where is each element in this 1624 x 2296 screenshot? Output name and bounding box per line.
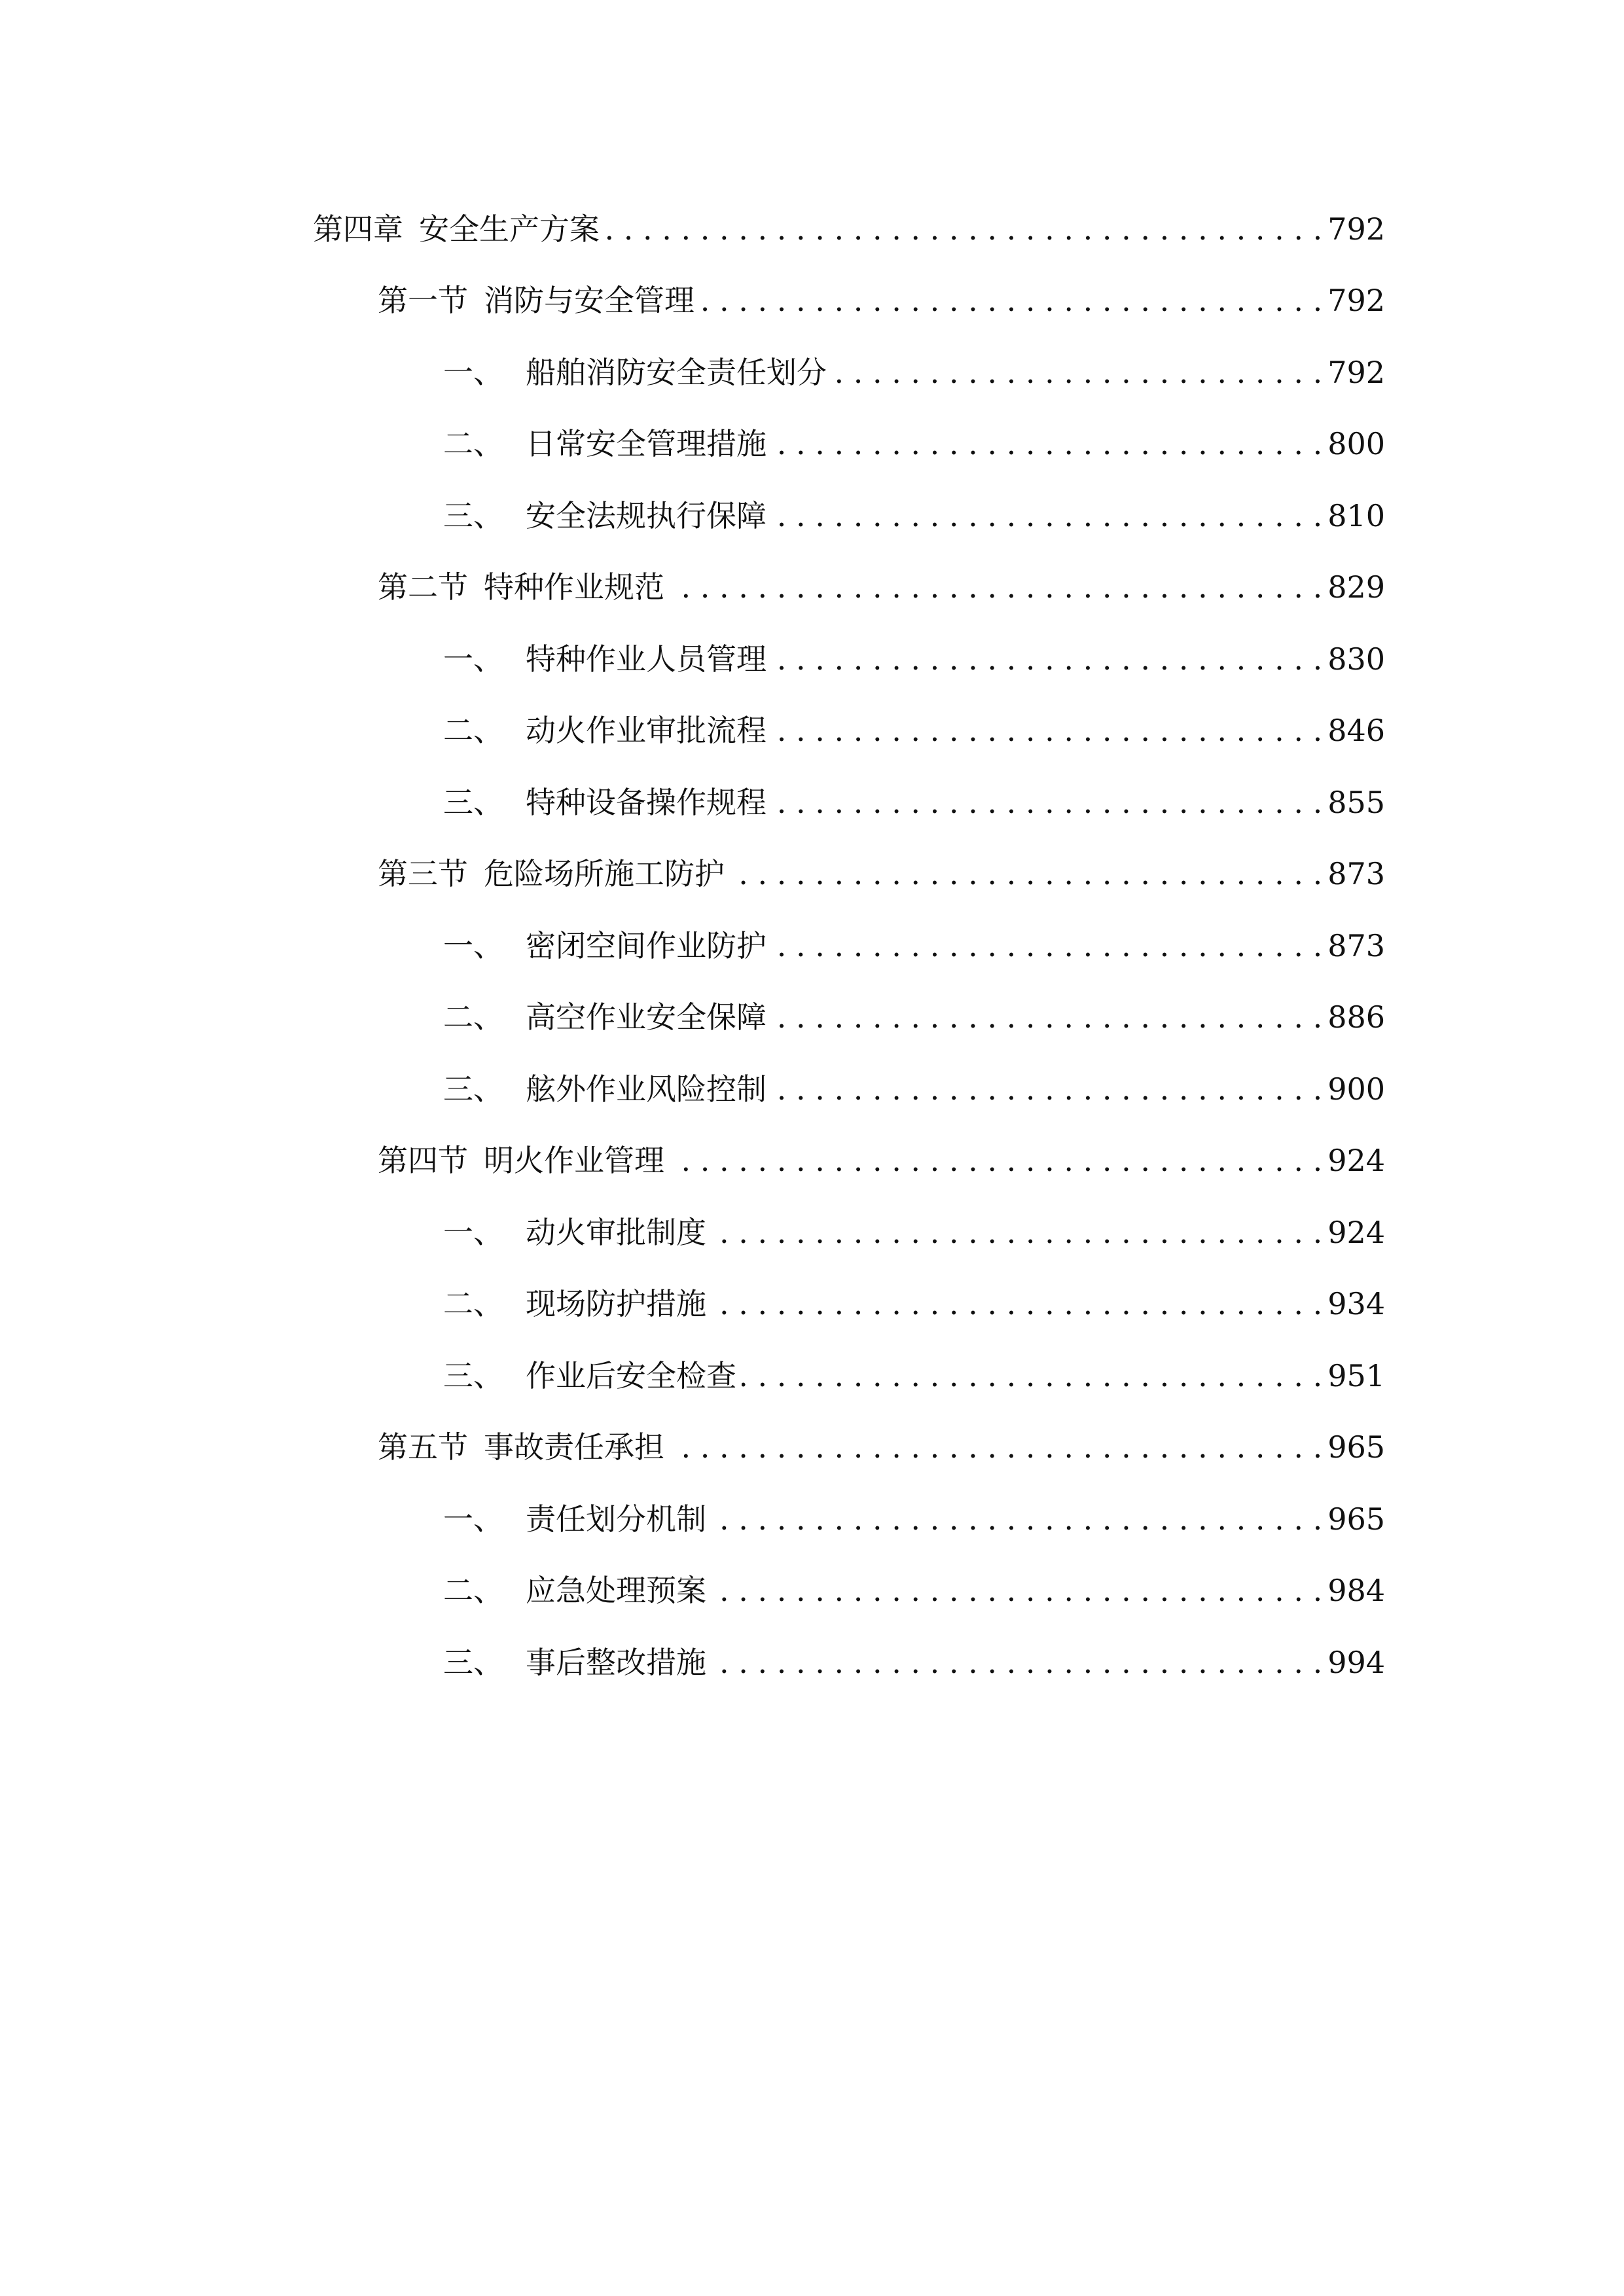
toc-entry-title: 特种作业人员管理 [526, 641, 767, 677]
toc-subsection-entry[interactable] [443, 776, 1385, 829]
toc-subsection-entry[interactable] [443, 1636, 1385, 1689]
toc-page-number: 873 [1327, 928, 1385, 963]
dot-leader [712, 1564, 1322, 1617]
toc-page-number: 873 [1327, 856, 1385, 891]
toc-entry-number: 第五节 [378, 1429, 468, 1465]
toc-page-number: 792 [1327, 283, 1385, 318]
dot-leader [700, 274, 1322, 327]
toc-section-entry[interactable] [378, 1421, 1385, 1473]
toc-page-number: 846 [1327, 713, 1385, 748]
dot-leader [772, 704, 1322, 757]
toc-entry-title: 安全法规执行保障 [526, 498, 767, 533]
toc-section-entry[interactable] [378, 561, 1385, 613]
toc-page-number: 800 [1327, 426, 1385, 461]
toc-entry-number: 三、 [443, 498, 503, 533]
dot-leader [772, 633, 1322, 685]
dot-leader [772, 1063, 1322, 1115]
toc-subsection-entry[interactable] [443, 490, 1385, 542]
toc-entry-title: 舷外作业风险控制 [526, 1071, 767, 1107]
toc-page-number: 965 [1327, 1429, 1385, 1465]
toc-page-number: 951 [1327, 1358, 1385, 1393]
toc-section-entry[interactable] [378, 848, 1385, 900]
toc-page-number: 984 [1327, 1573, 1385, 1608]
toc-page-number: 900 [1327, 1071, 1385, 1107]
toc-entry-title: 责任划分机制 [526, 1501, 706, 1537]
toc-subsection-entry[interactable] [443, 1350, 1385, 1402]
toc-subsection-entry[interactable] [443, 920, 1385, 972]
toc-entry-title: 危险场所施工防护 [484, 856, 725, 891]
toc-entry-number: 一、 [443, 928, 503, 963]
toc-page-number: 792 [1327, 355, 1385, 390]
toc-entry-title: 特种作业规范 [484, 569, 664, 605]
toc-entry-title: 船舶消防安全责任划分 [526, 355, 827, 390]
toc-entry-number: 第一节 [378, 283, 468, 318]
toc-entry-title: 明火作业管理 [484, 1143, 664, 1178]
toc-entry-number: 第三节 [378, 856, 468, 891]
dot-leader [712, 1206, 1322, 1259]
dot-leader [772, 776, 1322, 829]
toc-subsection-entry[interactable] [443, 1493, 1385, 1545]
toc-entry-title: 作业后安全检查 [526, 1358, 736, 1393]
dot-leader [670, 561, 1322, 613]
toc-entry-number: 二、 [443, 426, 503, 461]
dot-leader [772, 991, 1322, 1043]
toc-entry-title: 现场防护措施 [526, 1286, 706, 1321]
toc-entry-title: 消防与安全管理 [484, 283, 695, 318]
toc-entry-title: 事故责任承担 [484, 1429, 664, 1465]
toc-page-number: 994 [1327, 1645, 1385, 1680]
toc-entry-number: 一、 [443, 1215, 503, 1250]
toc-entry-number: 二、 [443, 713, 503, 748]
toc-entry-number: 二、 [443, 1286, 503, 1321]
toc-entry-number: 第四章 [313, 211, 403, 247]
dot-leader [670, 1421, 1322, 1473]
dot-leader [712, 1493, 1322, 1545]
dot-leader [730, 848, 1322, 900]
toc-subsection-entry[interactable] [443, 633, 1385, 685]
toc-section-entry[interactable] [378, 274, 1385, 327]
toc-entry-title: 密闭空间作业防护 [526, 928, 767, 963]
toc-entry-number: 一、 [443, 1501, 503, 1537]
toc-entry-number: 三、 [443, 1358, 503, 1393]
toc-subsection-entry[interactable] [443, 418, 1385, 470]
toc-section-entry[interactable] [378, 1134, 1385, 1187]
toc-page-number: 924 [1327, 1143, 1385, 1178]
toc-subsection-entry[interactable] [443, 991, 1385, 1043]
dot-leader [832, 346, 1322, 399]
toc-entry-title: 安全生产方案 [419, 211, 600, 247]
toc-entry-title: 日常安全管理措施 [526, 426, 767, 461]
toc-entry-number: 一、 [443, 355, 503, 390]
toc-entry-number: 二、 [443, 999, 503, 1035]
toc-entry-number: 三、 [443, 1071, 503, 1107]
toc-entry-number: 第二节 [378, 569, 468, 605]
toc-subsection-entry[interactable] [443, 1564, 1385, 1617]
toc-entry-number: 三、 [443, 1645, 503, 1680]
toc-page-number: 934 [1327, 1286, 1385, 1321]
toc-entry-title: 特种设备操作规程 [526, 785, 767, 820]
toc-page-number: 855 [1327, 785, 1385, 820]
toc-page-number: 965 [1327, 1501, 1385, 1537]
toc-page-number: 924 [1327, 1215, 1385, 1250]
toc-subsection-entry[interactable] [443, 704, 1385, 757]
toc-page-number: 810 [1327, 498, 1385, 533]
toc-page-number: 830 [1327, 641, 1385, 677]
toc-entry-number: 三、 [443, 785, 503, 820]
toc-entry-number: 一、 [443, 641, 503, 677]
toc-subsection-entry[interactable] [443, 1278, 1385, 1330]
toc-subsection-entry[interactable] [443, 1206, 1385, 1259]
dot-leader [772, 920, 1322, 972]
toc-page-number: 829 [1327, 569, 1385, 605]
dot-leader [742, 1350, 1322, 1402]
toc-chapter-entry[interactable] [313, 203, 1385, 255]
toc-entry-title: 动火审批制度 [526, 1215, 706, 1250]
dot-leader [772, 418, 1322, 470]
toc-entry-title: 高空作业安全保障 [526, 999, 767, 1035]
toc-subsection-entry[interactable] [443, 1063, 1385, 1115]
toc-entry-title: 事后整改措施 [526, 1645, 706, 1680]
toc-entry-title: 动火作业审批流程 [526, 713, 767, 748]
dot-leader [772, 490, 1322, 542]
dot-leader [712, 1636, 1322, 1689]
toc-page-number: 792 [1327, 211, 1385, 247]
dot-leader [712, 1278, 1322, 1330]
toc-entry-number: 第四节 [378, 1143, 468, 1178]
toc-subsection-entry[interactable] [443, 346, 1385, 399]
toc-page-number: 886 [1327, 999, 1385, 1035]
toc-entry-title: 应急处理预案 [526, 1573, 706, 1608]
dot-leader [605, 203, 1322, 255]
dot-leader [670, 1134, 1322, 1187]
toc-entry-number: 二、 [443, 1573, 503, 1608]
